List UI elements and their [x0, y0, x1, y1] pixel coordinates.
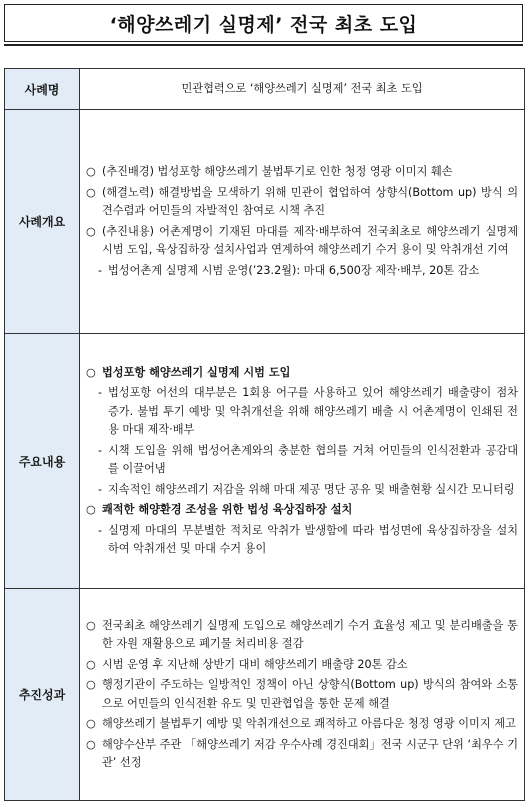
- result-item: [86, 715, 518, 734]
- summary-item: [86, 184, 518, 221]
- result-item-text: 해양쓰레기 불법투기 예방 및 악취개선으로 쾌적하고 아름다운 청정 영광 이미지 제고: [102, 717, 516, 730]
- result-item: [86, 676, 518, 713]
- circle-bullet-icon: ○: [86, 365, 96, 379]
- main-sub-item: [98, 522, 518, 559]
- label-main-content: 주요내용: [5, 334, 80, 589]
- summary-item-text: (추진배경) 법성포항 해양쓰레기 불법투기로 인한 청정 영광 이미지 훼손: [102, 165, 453, 178]
- main-item-heading: 법성포항 해양쓰레기 실명제 시범 도입: [102, 365, 291, 379]
- summary-sub-text: 법성어촌계 실명제 시범 운영(’23.2월): 마대 6,500장 제작·배부, 20톤 감소: [108, 263, 480, 277]
- title-box: [4, 4, 523, 42]
- result-item: [86, 656, 518, 675]
- main-sub-text: 지속적인 해양쓰레기 저감을 위해 마대 제공 명단 공유 및 배출현황 실시간 모니터링: [108, 482, 515, 496]
- result-item: [86, 736, 518, 773]
- summary-sub-item: [98, 262, 518, 281]
- result-item-text: 시범 운영 후 지난해 상반기 대비 해양쓰레기 배출량 20톤 감소: [102, 657, 408, 671]
- case-table: [4, 68, 525, 801]
- title-underline: [4, 44, 523, 46]
- label-results: 추진성과: [5, 589, 80, 801]
- row-results: [5, 589, 525, 801]
- main-sub-item: [98, 384, 518, 440]
- main-sub-text: 실명제 마대의 무분별한 적치로 악취가 발생함에 따라 법성면에 육상집하장을 설치하여 악취개선 및 마대 수거 용이: [108, 523, 518, 555]
- circle-bullet-icon: ○: [86, 737, 96, 751]
- summary-item-text: (해결노력) 해결방법을 모색하기 위해 민관이 협업하여 상향식(Bottom up) 방식 의견수렴과 어민들의 자발적인 참여로 시책 추진: [102, 185, 518, 217]
- main-content-cell: [80, 334, 525, 589]
- result-item-text: 행정기관이 주도하는 일방적인 정책이 아닌 상향식(Bottom up) 방식의 참여와 소통으로 어민들의 인식전환 유도 및 민관협업을 통한 문제 해결: [102, 678, 518, 710]
- circle-bullet-icon: ○: [86, 657, 96, 671]
- summary-item: [86, 163, 518, 182]
- main-sub-text: 법성포항 어선의 대부분은 1회용 어구를 사용하고 있어 해양쓰레기 배출량이 점차 증가. 불법 투기 예방 및 악취개선을 위해 해양쓰레기 배출 시 어촌계명이 인쇄된 전용 마대 제작·배부: [108, 386, 518, 436]
- case-summary-cell: [80, 110, 525, 334]
- page-title: ‘해양쓰레기 실명제’ 전국 최초 도입: [109, 13, 418, 36]
- row-case-name: [5, 69, 525, 110]
- row-main-content: [5, 334, 525, 589]
- main-sub-item: [98, 481, 518, 500]
- results-cell: [80, 589, 525, 801]
- main-item: [86, 364, 518, 383]
- main-sub-item: [98, 442, 518, 479]
- dash-bullet-icon: -: [98, 263, 103, 277]
- circle-bullet-icon: ○: [86, 717, 96, 730]
- dash-bullet-icon: -: [98, 482, 103, 496]
- main-sub-text: 시책 도입을 위해 법성어촌계와의 충분한 협의를 거쳐 어민들의 인식전환과 공감대를 이끌어냄: [108, 443, 518, 475]
- circle-bullet-icon: ○: [86, 503, 96, 516]
- circle-bullet-icon: ○: [86, 678, 96, 691]
- dash-bullet-icon: -: [98, 386, 103, 399]
- circle-bullet-icon: ○: [86, 618, 96, 632]
- case-name-text: 민관협력으로 ‘해양쓰레기 실명제’ 전국 최초 도입: [80, 69, 525, 110]
- result-item: [86, 617, 518, 654]
- dash-bullet-icon: -: [98, 523, 103, 537]
- main-item: [86, 501, 518, 520]
- label-case-summary: 사례개요: [5, 110, 80, 334]
- circle-bullet-icon: ○: [86, 185, 96, 199]
- row-case-summary: [5, 110, 525, 334]
- result-item-text: 전국최초 해양쓰레기 실명제 도입으로 해양쓰레기 수거 효율성 제고 및 분리배출을 통한 자원 재활용으로 폐기물 처리비용 절감: [102, 618, 518, 650]
- main-item-heading: 쾌적한 해양환경 조성을 위한 법성 육상집하장 설치: [102, 503, 353, 516]
- circle-bullet-icon: ○: [86, 224, 96, 238]
- result-item-text: 해양수산부 주관 「해양쓰레기 저감 우수사례 경진대회」전국 시군구 단위 ‘최우수 기관’ 선정: [102, 737, 518, 769]
- circle-bullet-icon: ○: [86, 165, 96, 178]
- label-case-name: 사례명: [5, 69, 80, 110]
- summary-item: [86, 223, 518, 260]
- dash-bullet-icon: -: [98, 443, 103, 457]
- summary-item-text: (추진내용) 어촌계명이 기재된 마대를 제작·배부하여 전국최초로 해양쓰레기 실명제 시범 도입, 육상집하장 설치사업과 연계하여 해양쓰레기 수거 용이 및 악취개선 기여: [102, 224, 518, 256]
